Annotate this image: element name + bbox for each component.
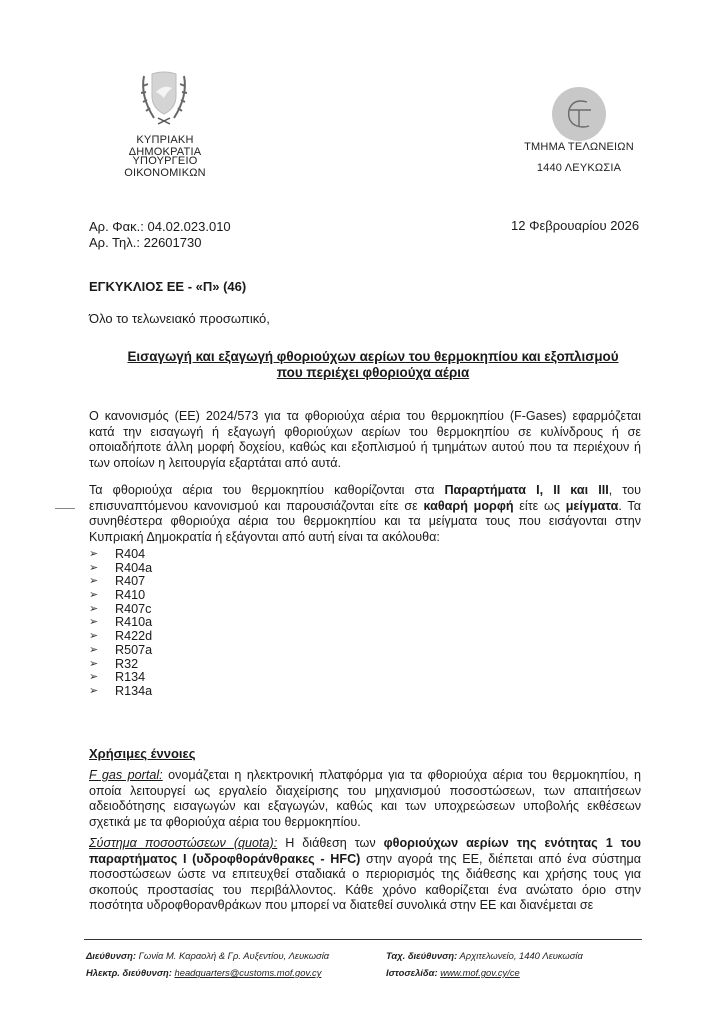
title-line-1: Εισαγωγή και εξαγωγή φθοριούχων αερίων του θερμοκηπίου και εξοπλισμού <box>127 349 619 364</box>
arrow-bullet-icon: ➢ <box>89 589 99 602</box>
annexes-ref: Παραρτήματα I, II και III <box>444 483 609 497</box>
salutation: Όλο το τελωνειακό προσωπικό, <box>89 311 270 326</box>
list-item: ➢ R407c <box>89 601 152 616</box>
fgas-portal-paragraph: F gas portal: ονομάζεται η ηλεκτρονική πλατφόρμα για τα φθοριούχα αέρια του θερμοκηπίου, η οποία λειτουργεί ως εργαλείο διαχείρισης του μηχανισμού ποσοστώσεων, των απαιτήσεων αδειοδότησης εισαγωγών και εξαγωγών, καθώς και των υποχρεώσεων υποβολής εκθέσεων σχετικά με τα φθοριούχα αέρια του θερμοκηπίου. <box>89 768 641 829</box>
arrow-bullet-icon: ➢ <box>89 657 99 670</box>
quota-term: Σύστημα ποσοστώσεων (quota): <box>89 836 278 850</box>
cyprus-coat-of-arms-icon <box>134 66 194 132</box>
quota-paragraph: Σύστημα ποσοστώσεων (quota): Η διάθεση των φθοριούχων αερίων της ενότητας 1 του παραρτήματος I (υδροφθοράνθρακες - HFC) στην αγορά της ΕΕ, διέπεται από ένα σύστημα ποσοστώσεων ώστε να επιτευχθεί σταδιακά ο περιορισμός της διάθεσης και χρήσης τους για σκοπούς προστασίας του περιβάλλοντος. Κάθε χρόνο καθορίζεται ένα ανώτατο όριο στην ποσότητα υδροφθορανθράκων που μπορεί να διατεθεί συνολικά στην ΕΕ και διανέμεται σε <box>89 836 641 913</box>
header-city: 1440 ΛΕΥΚΩΣΙΑ <box>536 162 622 174</box>
title-line-2: που περιέχει φθοριούχα αέρια <box>276 365 470 380</box>
header-country: ΚΥΠΡΙΑΚΗ ΔΗΜΟΚΡΑΤΙΑ <box>128 134 202 158</box>
document-date: 12 Φεβρουαρίου 2026 <box>511 218 640 233</box>
intro-paragraph: Ο κανονισμός (ΕΕ) 2024/573 για τα φθοριούχα αέρια του θερμοκηπίου (F-Gases) εφαρμόζεται κατά την εισαγωγή ή εξαγωγή φθοριούχων αερίων του θερμοκηπίου σε κυλίνδρους ή σε οποιαδήποτε άλλη μορφή δοχείου, καθώς και εξοπλισμού ή τμημάτων αυτού που τα περιέχουν ή των οποίων η λειτουργία εξαρτάται από αυτά. <box>89 409 641 470</box>
phone-number: Αρ. Τηλ.: 22601730 <box>89 235 202 250</box>
list-item: ➢ R410 <box>89 588 146 603</box>
footer-postal: Ταχ. διεύθυνση: Αρχιτελωνείο, 1440 Λευκωσία <box>386 950 583 961</box>
list-item: ➢ R134 <box>89 670 146 685</box>
footer-divider <box>84 939 642 940</box>
footer-website: Ιστοσελίδα: www.mof.gov.cy/ce <box>386 967 520 978</box>
arrow-bullet-icon: ➢ <box>89 548 99 560</box>
section-heading: Χρήσιμες έννοιες <box>89 746 196 761</box>
list-item: ➢ R407 <box>89 574 146 589</box>
margin-mark <box>55 508 75 509</box>
arrow-bullet-icon: ➢ <box>89 684 99 697</box>
header-department: ΤΜΗΜΑ ΤΕΛΩΝΕΙΩΝ <box>524 141 634 153</box>
hfc-ref: φθοριούχων αερίων της ενότητας 1 του παραρτήματος I (υδροφθοράνθρακες - HFC) <box>89 836 641 866</box>
list-item: ➢ R404a <box>89 560 153 575</box>
arrow-bullet-icon: ➢ <box>89 630 99 643</box>
annexes-paragraph: Τα φθοριούχα αέρια του θερμοκηπίου καθορίζονται στα Παραρτήματα I, II και III, του επισυναπτόμενου κανονισμού και παρουσιάζονται είτε σε καθαρή μορφή είτε ως μείγματα. Τα συνηθέστερα φθοριούχα αέρια του θερμοκηπίου και τα μείγματα τους που εισάγονται στην Κυπριακή Δημοκρατία ή εξάγονται από αυτή είναι τα ακόλουθα: <box>89 483 641 544</box>
list-item: ➢ R404 <box>89 547 146 561</box>
mixtures: μείγματα <box>565 498 619 513</box>
circular-number: ΕΓΚΥΚΛΙΟΣ ΕΕ - «Π» (46) <box>89 279 247 294</box>
pure-form: καθαρή μορφή <box>423 498 514 513</box>
list-item: ➢ R134a <box>89 683 153 698</box>
arrow-bullet-icon: ➢ <box>89 602 99 615</box>
website-link[interactable]: www.mof.gov.cy/ce <box>440 967 520 978</box>
header-ministry: ΥΠΟΥΡΓΕΙΟ ΟΙΚΟΝΟΜΙΚΩΝ <box>124 155 206 179</box>
email-link[interactable]: headquarters@customs.mof.gov.cy <box>174 967 322 978</box>
arrow-bullet-icon: ➢ <box>89 616 99 629</box>
list-item: ➢ R507a <box>89 642 153 657</box>
refrigerant-list <box>89 548 152 699</box>
arrow-bullet-icon: ➢ <box>89 671 99 684</box>
list-item: ➢ R32 <box>89 656 139 671</box>
fgas-portal-term: F gas portal: <box>89 768 163 782</box>
footer-address: Διεύθυνση: Γωνία Μ. Καραολή & Γρ. Αυξεντίου, Λευκωσία <box>86 950 330 961</box>
arrow-bullet-icon: ➢ <box>89 643 99 656</box>
file-reference: Αρ. Φακ.: 04.02.023.010 <box>89 219 231 234</box>
arrow-bullet-icon: ➢ <box>89 561 99 574</box>
list-item: ➢ R410a <box>89 615 153 630</box>
footer-email: Ηλεκτρ. διεύθυνση: headquarters@customs.mof.gov.cy <box>86 967 322 978</box>
document-title <box>80 349 666 381</box>
list-item: ➢ R422d <box>89 629 153 644</box>
customs-department-logo-icon <box>551 86 607 142</box>
arrow-bullet-icon: ➢ <box>89 575 99 588</box>
